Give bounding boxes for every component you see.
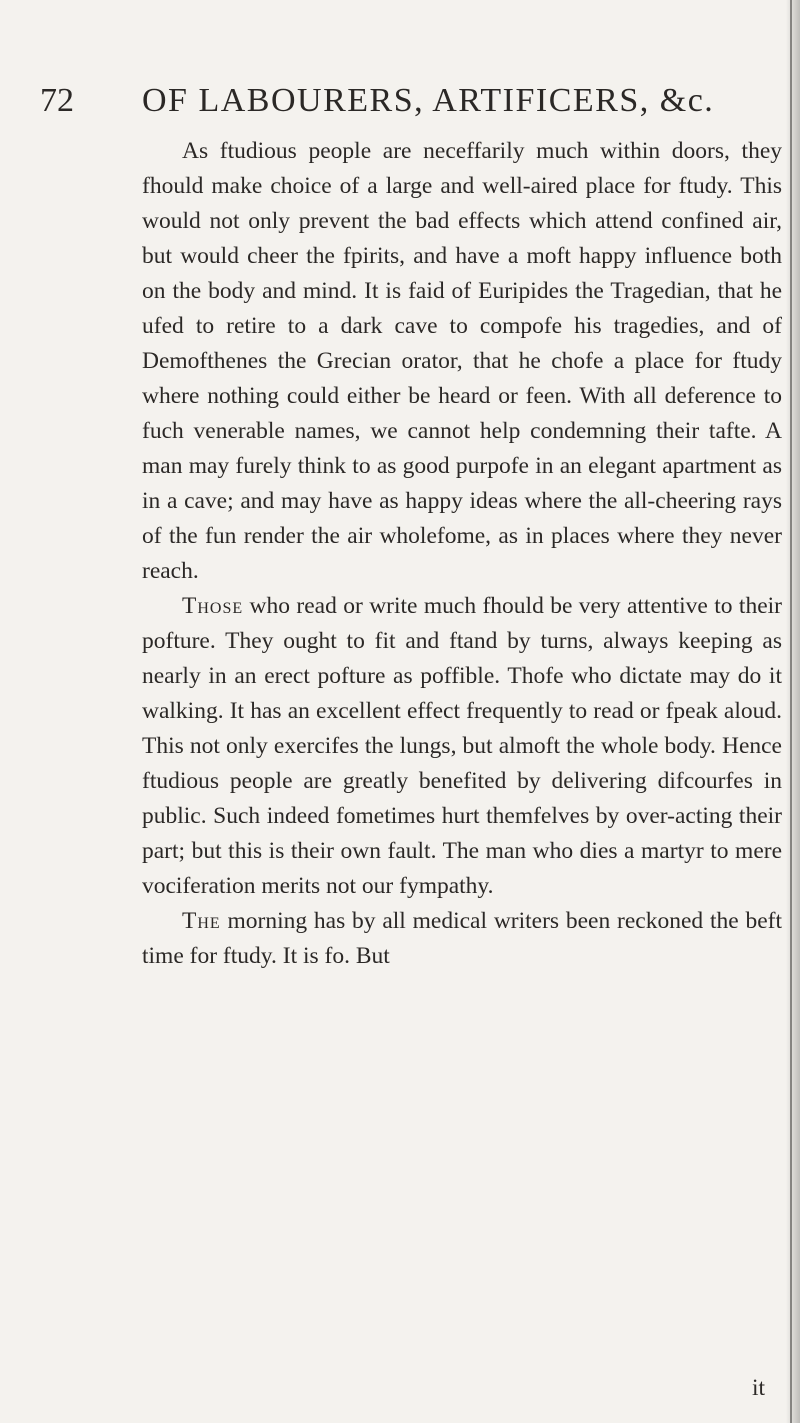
page-header <box>0 82 790 132</box>
paragraph <box>142 904 782 974</box>
page-edge-shadow <box>786 0 800 1423</box>
paragraph-text: morning has by all medical writers been reckoned the beft time for ftudy. It is fo. But <box>142 908 782 969</box>
catchword: it <box>752 1375 766 1401</box>
paragraph-lead: Those <box>182 593 244 619</box>
paragraph <box>142 134 782 589</box>
page-edge-line <box>790 0 792 1423</box>
paragraph <box>142 589 782 904</box>
paragraph-text: ftudious people are neceffarily much within doors, they fhould make choice of a large and well-aired place for ftudy. This would not only prevent the bad effects which attend confined air, but would cheer the fpirits, and have a moft happy influence both on the body and mind. It is faid of Euripides the Tragedian, that he ufed to retire to a dark cave to compofe his tragedies, and of Demofthenes the Grecian orator, that he chofe a place for ftudy where nothing could either be heard or feen. With all deference to fuch venerable names, we cannot help condemning their tafte. A man may furely think to as good purpofe in an elegant apartment as in a cave; and may have as happy ideas where the all-cheering rays of the fun render the air wholefome, as in places where they never reach. <box>142 138 782 584</box>
page-number: 72 <box>40 82 74 119</box>
body-text <box>142 134 782 974</box>
paragraph-lead: As <box>182 138 209 164</box>
running-head: OF LABOURERS, ARTIFICERS, &c. <box>142 82 715 119</box>
paragraph-lead: The <box>182 908 221 934</box>
paragraph-text: who read or write much fhould be very attentive to their pofture. They ought to fit and ftand by turns, always keeping as nearly in an erect pofture as poffible. Thofe who dictate may do it walking. It has an excellent effect frequently to read or fpeak aloud. This not only exercifes the lungs, but almoft the whole body. Hence ftudious people are greatly benefited by delivering difcourfes in public. Such indeed fometimes hurt themfelves by over-acting their part; but this is their own fault. The man who dies a martyr to mere vociferation merits not our fympathy. <box>142 593 782 899</box>
